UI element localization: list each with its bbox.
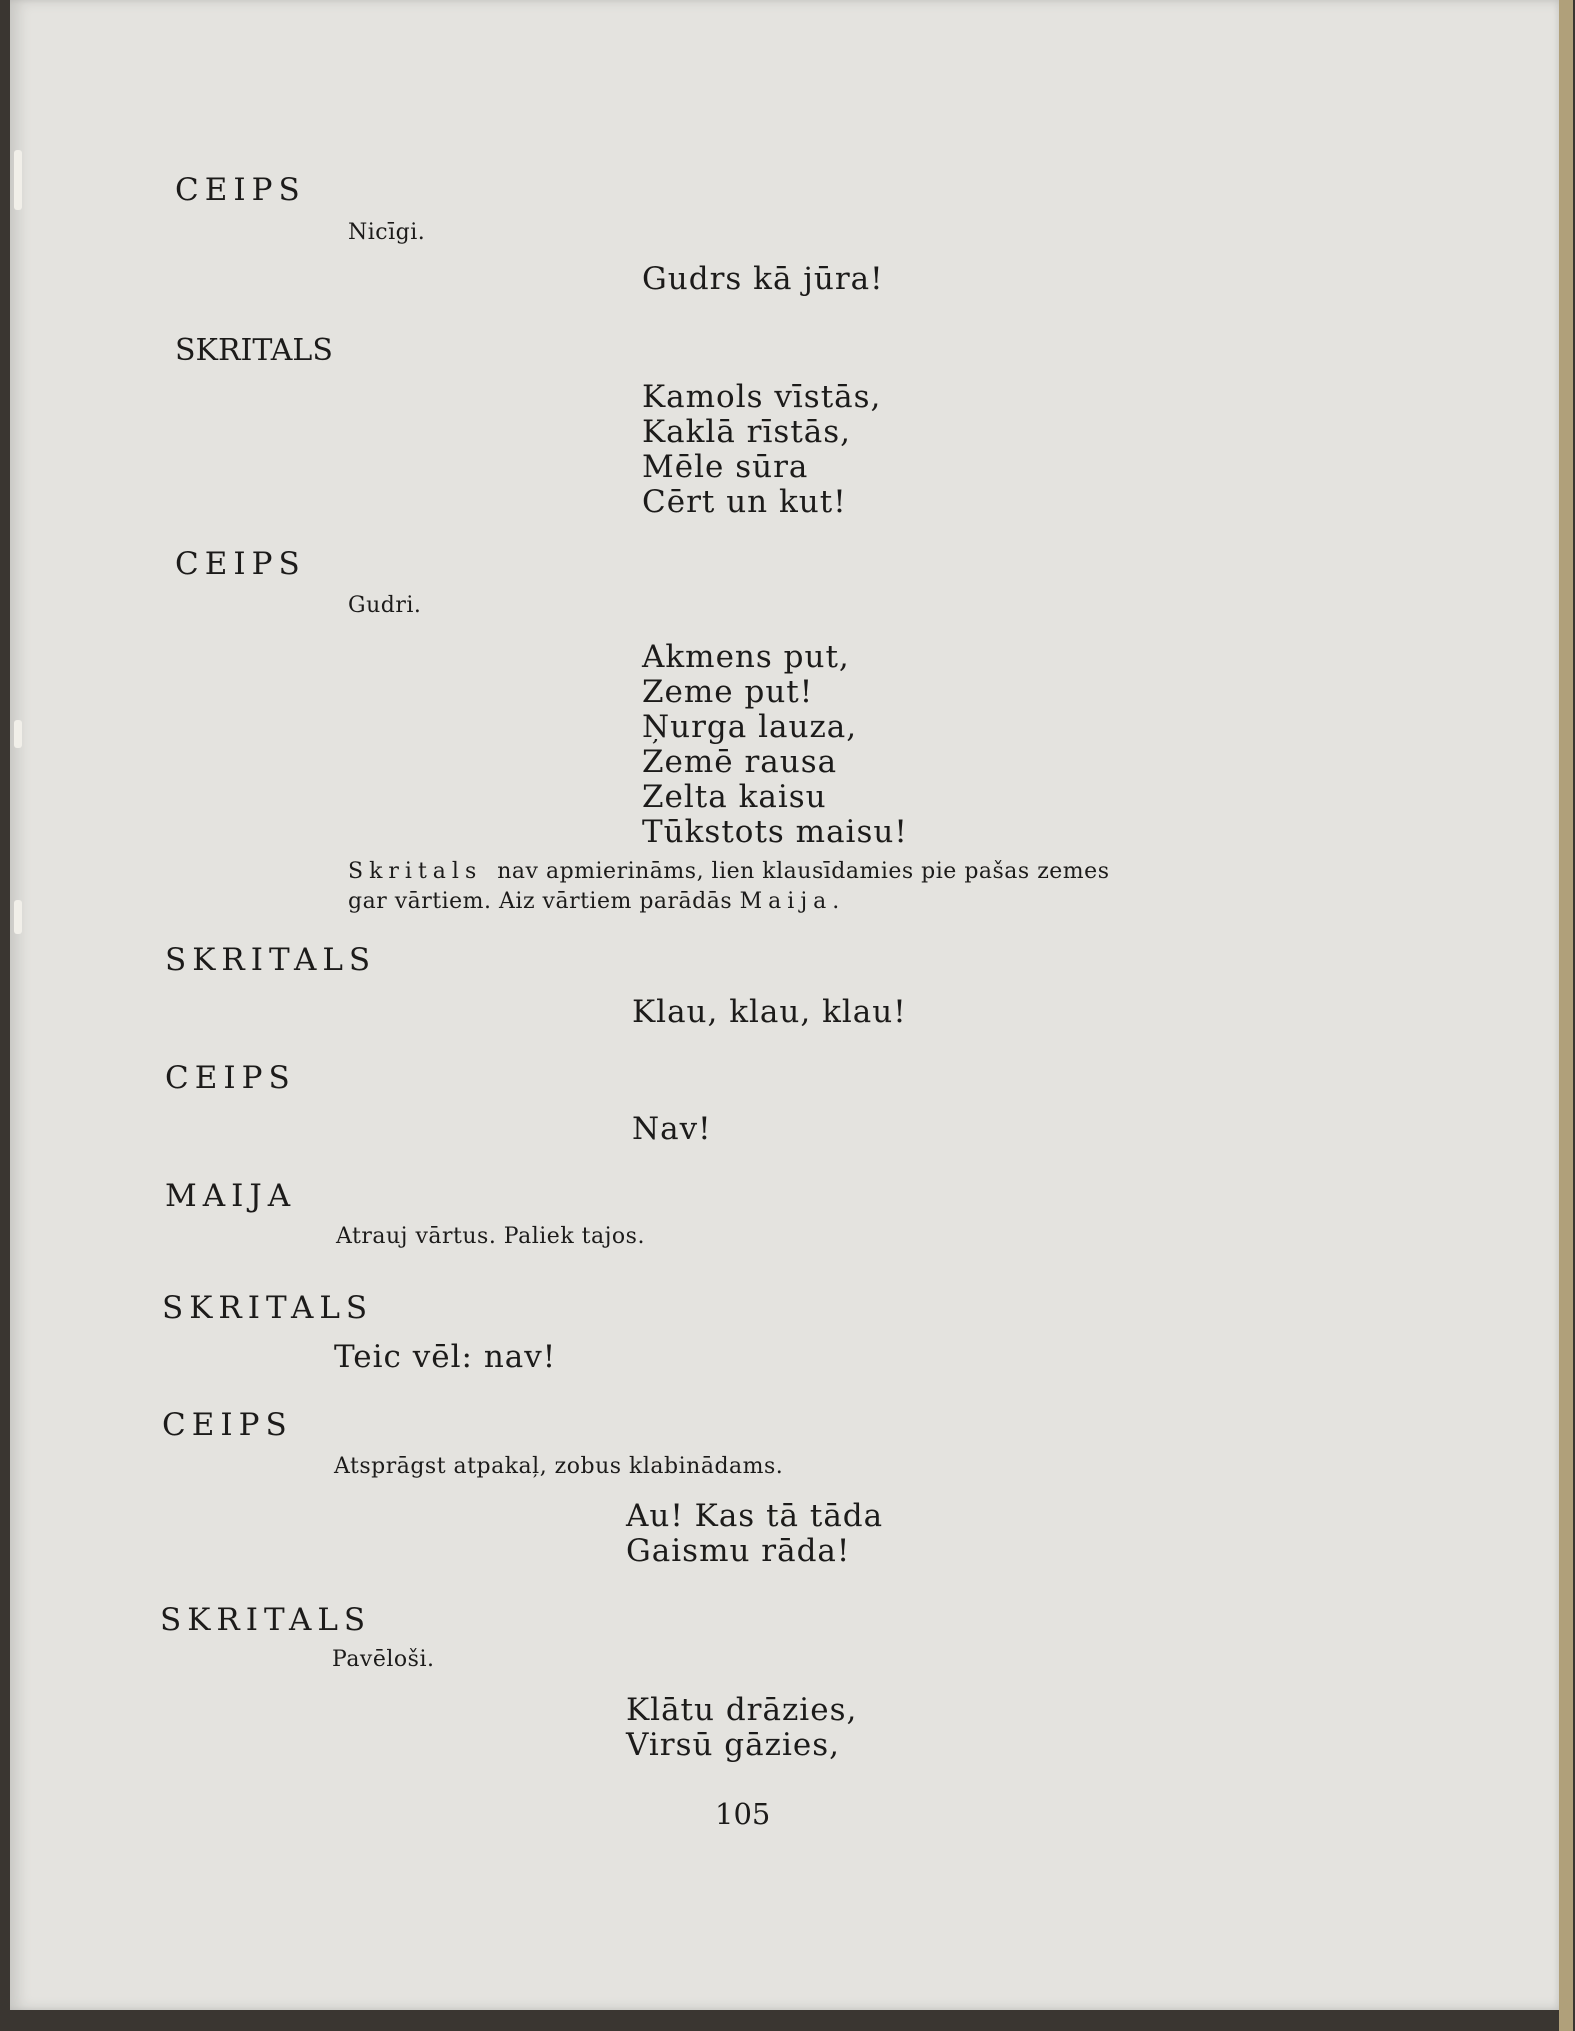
verse-block bbox=[626, 1499, 883, 1569]
page-number: 105 bbox=[715, 1797, 771, 1831]
book-page bbox=[10, 0, 1560, 2010]
verse-line: Kamols vīstās, bbox=[642, 379, 882, 415]
character-name: Skritals bbox=[348, 859, 483, 884]
stage-text: . bbox=[832, 889, 840, 914]
stage-direction-paragraph bbox=[348, 857, 1109, 917]
speaker-name: SKRITALS bbox=[165, 942, 377, 978]
stage-direction: Atsprāgst atpakaļ, zobus klabinādams. bbox=[334, 1454, 784, 1479]
verse-line: Kaklā rīstās, bbox=[642, 414, 852, 450]
speaker-name: SKRITALS bbox=[175, 333, 333, 368]
speaker-name: CEIPS bbox=[162, 1407, 293, 1443]
stage-direction: Atrauj vārtus. Paliek tajos. bbox=[336, 1224, 645, 1249]
stage-direction: Gudri. bbox=[348, 593, 422, 618]
stage-direction: Nicīgi. bbox=[348, 220, 426, 245]
verse-line: Ņurga lauza, bbox=[642, 709, 858, 745]
verse-line: Tūkstots maisu! bbox=[642, 814, 908, 850]
verse-line: Zeme put! bbox=[642, 674, 814, 710]
character-name: Maija bbox=[739, 889, 833, 914]
verse-line: Zemē rausa bbox=[642, 744, 838, 780]
verse-line: Klau, klau, klau! bbox=[632, 994, 907, 1030]
verse-line: Cērt un kut! bbox=[642, 484, 847, 520]
verse-line: Zelta kaisu bbox=[642, 779, 827, 815]
speaker-name: SKRITALS bbox=[162, 1290, 374, 1326]
verse-line: Au! Kas tā tāda bbox=[626, 1498, 884, 1534]
verse-line: Mēle sūra bbox=[642, 449, 809, 485]
verse-block bbox=[642, 380, 881, 520]
stage-text: nav apmierināms, lien klausīdamies pie pašas zemes bbox=[497, 859, 1110, 884]
binding-stitch bbox=[14, 900, 22, 934]
speaker-name: CEIPS bbox=[175, 546, 306, 582]
verse-line: Virsū gāzies, bbox=[626, 1727, 840, 1763]
speaker-name: MAIJA bbox=[165, 1178, 297, 1214]
speaker-name: CEIPS bbox=[175, 172, 306, 208]
page-edge bbox=[1559, 0, 1573, 2031]
verse-line: Klātu drāzies, bbox=[626, 1692, 858, 1728]
stage-direction: Pavēloši. bbox=[332, 1647, 435, 1672]
stage-text: gar vārtiem. Aiz vārtiem parādās bbox=[348, 889, 733, 914]
verse-line: Teic vēl: nav! bbox=[334, 1339, 557, 1375]
verse-line: Nav! bbox=[632, 1111, 712, 1147]
verse-line: Akmens put, bbox=[642, 639, 850, 675]
speaker-name: SKRITALS bbox=[160, 1602, 372, 1638]
verse-line: Gudrs kā jūra! bbox=[642, 261, 884, 297]
binding-stitch bbox=[14, 150, 22, 210]
binding-stitch bbox=[14, 720, 22, 748]
verse-line: Gaismu rāda! bbox=[626, 1533, 851, 1569]
verse-block bbox=[626, 1693, 857, 1763]
verse-block bbox=[642, 640, 908, 850]
speaker-name: CEIPS bbox=[165, 1060, 296, 1096]
